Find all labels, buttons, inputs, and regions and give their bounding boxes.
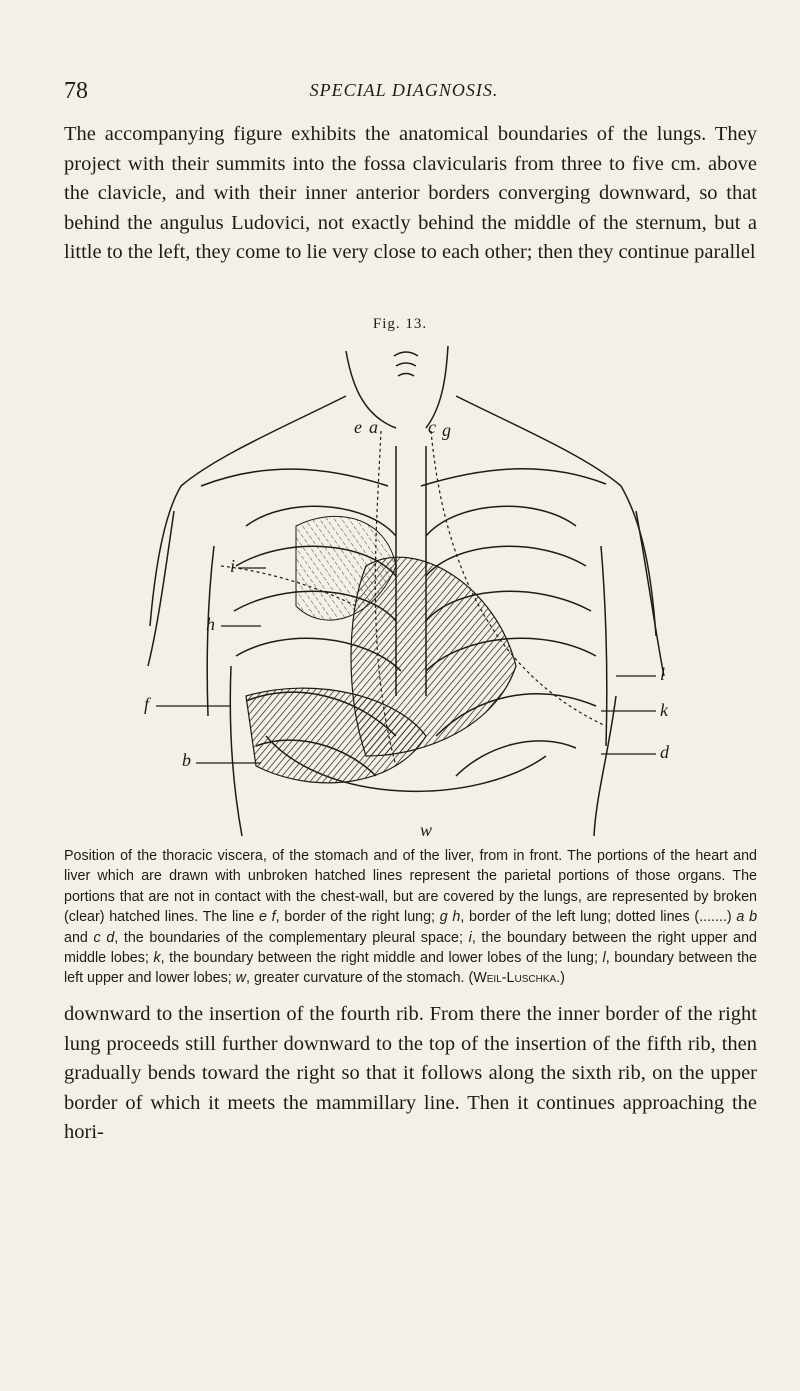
left-arm xyxy=(636,511,664,676)
label-a: a xyxy=(369,417,378,437)
label-c: c xyxy=(428,417,436,437)
body-paragraph-top: The accompanying figure exhibits the anatomical boundaries of the lungs. They project with their summits into the fossa clavicularis from three to five cm. above the clavicle, and with their inner anterior borders converging downward, so that behind the angulus Ludovici, not exactly behind the middle of the sternum, but a little to the left, they come to lie very close to each other; then they continue parallel xyxy=(64,123,757,264)
thorax-illustration xyxy=(96,336,736,838)
left-arm-inner xyxy=(601,546,607,746)
page-number: 78 xyxy=(64,78,88,104)
rib xyxy=(426,506,576,536)
label-h-left: h xyxy=(206,614,215,634)
left-clavicle xyxy=(421,469,606,486)
caption-credit: Weil-Luschka xyxy=(473,970,557,987)
body-paragraph-bottom: downward to the insertion of the fourth rib. From there the inner border of the right lung proceeds still further downward to the top of the insertion of the fifth rib, then gradually bends toward the right so that it follows along the sixth rib, on the upper border of which it meets the mammillary line. Then it continues approaching the hori- xyxy=(64,1003,757,1144)
rib xyxy=(456,741,576,776)
figure-caption: Position of the thoracic viscera, of the stomach and of the liver, from in front. The portions of the heart and liver which are drawn with unbroken hatched lines represent the parietal portions of those organs. The portions that are not in contact with the chest-wall, but are covered by the lungs, are represented by broken (clear) hatched lines. The line e f, border of the right lung; g h, border of the left lung; dotted lines (.......) a b and c d, the boundaries of the complementary pleural space; i, the boundary between the right upper and middle lobes; k, the boundary between the right middle and lower lobes of the lung; l, boundary between the left upper and lower lobes; w, greater curvature of the stomach. (Weil-Luschka.) xyxy=(64,848,758,987)
running-head: SPECIAL DIAGNOSIS. xyxy=(309,80,499,100)
label-f: f xyxy=(144,694,150,714)
label-b: b xyxy=(182,750,191,770)
left-flank xyxy=(594,696,616,836)
rib xyxy=(426,546,586,576)
label-g: g xyxy=(442,420,451,440)
label-e: e xyxy=(354,417,362,437)
trachea xyxy=(394,352,418,376)
page-header xyxy=(64,78,744,108)
label-k: k xyxy=(660,700,668,720)
neck-outline-right xyxy=(426,346,448,428)
label-d: d xyxy=(660,742,669,762)
label-i: i xyxy=(230,556,236,576)
label-l: l xyxy=(660,664,666,684)
right-clavicle xyxy=(201,469,388,486)
figure-label: Fig. 13. xyxy=(372,316,428,332)
right-flank xyxy=(230,666,242,836)
right-arm xyxy=(148,511,174,666)
right-shoulder xyxy=(456,396,656,636)
label-w: w xyxy=(420,820,433,838)
